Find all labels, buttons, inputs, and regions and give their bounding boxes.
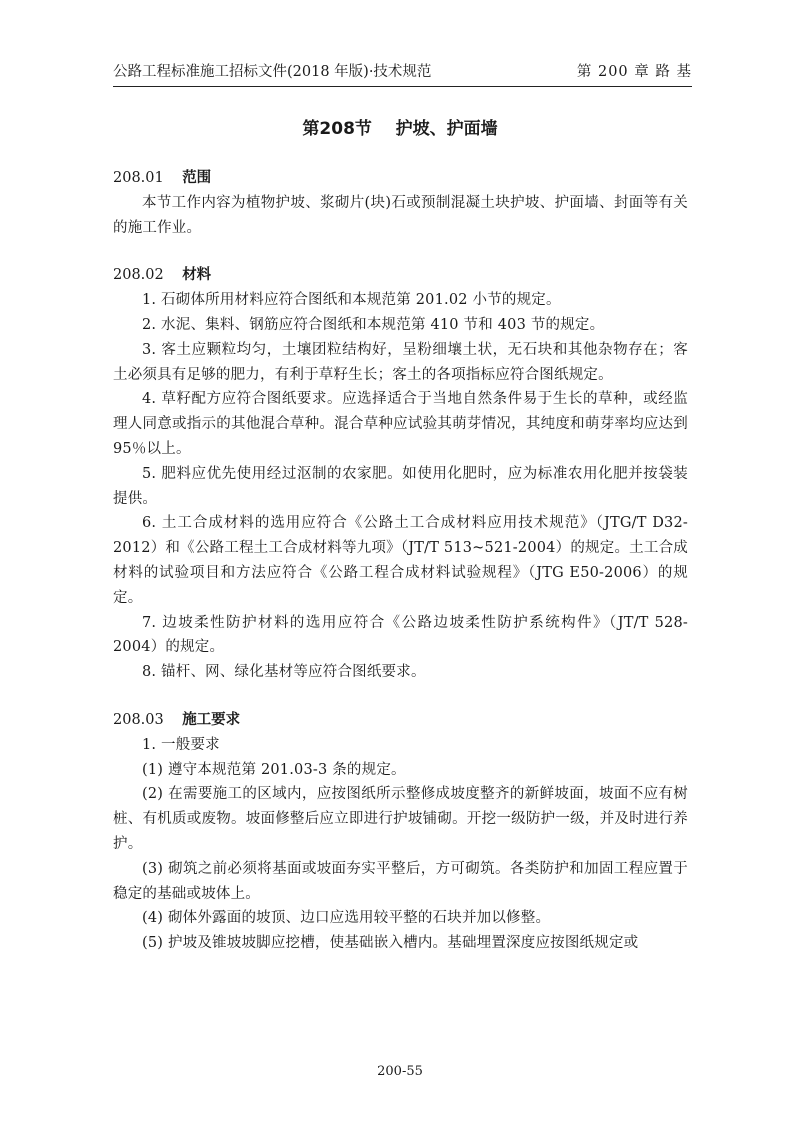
page-header (113, 60, 692, 87)
paragraph: (2) 在需要施工的区域内，应按图纸所示整修成坡度整齐的新鲜坡面，坡面不应有树桩、有机质或废物。坡面修整后应立即进行护坡铺砌。开挖一级防护一级，并及时进行养护。 (113, 786, 688, 852)
subsection-heading (113, 166, 688, 191)
paragraph: 1. 一般要求 (142, 736, 220, 753)
paragraph: 4. 草籽配方应符合图纸要求。应选择适合于当地自然条件易于生长的草种，或经监理人同意或指示的其他混合草种。混合草种应试验其萌芽情况，其纯度和萌芽率均应达到 95％以上。 (113, 391, 688, 457)
header-chapter-title: 第 200 章 路 基 (576, 64, 692, 80)
subsection-number: 208.02 (113, 267, 164, 284)
paragraph: 本节工作内容为植物护坡、浆砌片(块)石或预制混凝土块护坡、护面墙、封面等有关的施工作业。 (113, 194, 688, 236)
subsection-heading (113, 263, 688, 288)
paragraph: 3. 客土应颗粒均匀，土壤团粒结构好，呈粉细壤土状，无石块和其他杂物存在；客土必须具有足够的肥力，有利于草籽生长；客土的各项指标应符合图纸规定。 (113, 341, 688, 383)
paragraph: 2. 水泥、集料、钢筋应符合图纸和本规范第 410 节和 403 节的规定。 (142, 316, 605, 333)
subsection-title: 施工要求 (182, 711, 241, 728)
paragraph: (3) 砌筑之前必须将基面或坡面夯实平整后，方可砌筑。各类防护和加固工程应置于稳定的基础或坡体上。 (113, 860, 688, 902)
subsection-number: 208.03 (113, 711, 164, 728)
paragraph: (5) 护坡及锥坡坡脚应挖槽，使基础嵌入槽内。基础埋置深度应按图纸规定或 (142, 935, 639, 952)
header-document-title: 公路工程标准施工招标文件(2018 年版)·技术规范 (113, 64, 432, 80)
subsection-title: 范围 (182, 170, 212, 186)
paragraph: 6. 土工合成材料的选用应符合《公路土工合成材料应用技术规范》（JTG/T D32-2012）和《公路工程土工合成材料等九项》（JT/T 513~521-2004）的规定。土工合成材料的试验项目和方法应符合《公路工程合成材料试验规程》（JTG E50-2006）的规定。 (113, 515, 688, 606)
paragraph: (4) 砌体外露面的坡顶、边口应选用较平整的石块并加以修整。 (142, 910, 551, 927)
subsection-title: 材料 (182, 267, 212, 284)
section-title: 第208节 护坡、护面墙 (302, 119, 498, 139)
page-body (113, 166, 688, 956)
subsection-208-01 (113, 166, 688, 240)
subsection-number: 208.01 (113, 170, 164, 186)
paragraph: 7. 边坡柔性防护材料的选用应符合《公路边坡柔性防护系统构件》（JT/T 528-2004）的规定。 (113, 614, 688, 656)
subsection-heading (113, 708, 688, 733)
subsection-208-03 (113, 708, 688, 956)
spacer (113, 240, 688, 263)
paragraph: 1. 石砌体所用材料应符合图纸和本规范第 201.02 小节的规定。 (142, 292, 561, 309)
subsection-208-02 (113, 263, 688, 685)
paragraph: 5. 肥料应优先使用经过沤制的农家肥。如使用化肥时，应为标准农用化肥并按袋装提供。 (113, 465, 688, 507)
paragraph: (1) 遵守本规范第 201.03-3 条的规定。 (142, 761, 406, 778)
page-number: 200-55 (377, 1064, 423, 1079)
paragraph: 8. 锚杆、网、绿化基材等应符合图纸要求。 (142, 664, 426, 681)
spacer (113, 685, 688, 708)
